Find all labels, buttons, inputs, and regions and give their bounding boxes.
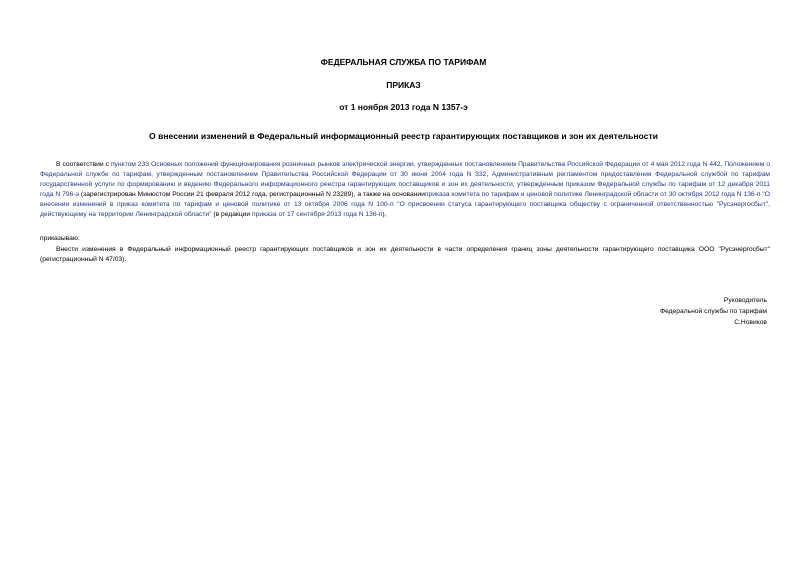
order-word: приказываю: xyxy=(40,235,80,242)
link-administrative-regulation[interactable]: Административным регламентом предоставления Федеральной службой по тарифам государственной услуги по формированию и ведению Федерального информационного реестра гарантирующих поставщиков и зон их деятельности, утвержденным приказом Федеральной службы по тарифам от 12 декабря 2011 года N 796-э xyxy=(40,171,771,199)
organization-heading: ФЕДЕРАЛЬНАЯ СЛУЖБА ПО ТАРИФАМ xyxy=(320,57,487,67)
document-subject-heading: О внесении изменений в Федеральный информационный реестр гарантирующих поставщиков и зон их деятельности xyxy=(149,131,658,141)
preamble-text-2: , xyxy=(720,161,725,168)
preamble-text-1: В соответствии с xyxy=(56,161,111,168)
preamble-text-3: , xyxy=(486,171,492,179)
preamble-text-4: (зарегистрирован Минюстом России 21 февраля 2012 года, регистрационный N 23289), а также на основании xyxy=(78,191,425,199)
link-fst-regulation[interactable]: Положением о Федеральной службе по тарифам, утвержденным постановлением Правительства Российской Федерации от 30 июня 2004 года N 332 xyxy=(40,161,771,179)
link-amendment-order[interactable]: приказа от 17 сентября 2013 года N 136-п xyxy=(252,211,383,219)
preamble-text-5: (в редакции xyxy=(211,211,253,219)
signature-name: С.Новиков xyxy=(734,319,767,326)
link-leningrad-committee-order[interactable]: приказа комитета по тарифам и ценовой политике Ленинградской области от 30 октября 2012 года N 136-п "О внесении изменений в приказ комитета по тарифам и ценовой политике от 13 октября 2006 года N 100-п "О присвоении статуса гарантирующего поставщика обществу с ограниченной ответственностью "Русэнергосбыт", действующему на территории Ленинградской области" xyxy=(40,191,771,219)
document-type-heading: ПРИКАЗ xyxy=(386,80,421,90)
signature-title: Руководитель xyxy=(723,297,767,304)
link-retail-market-provisions[interactable]: пунктом 233 Основных положений функционирования розничных рынков электрической энергии, утвержденных постановлением Правительства Российской Федерации от 4 мая 2012 года N 442 xyxy=(110,161,721,168)
preamble-text-6: ), xyxy=(382,211,387,219)
order-paragraph: Внести изменения в Федеральный информационный реестр гарантирующих поставщиков и зон их деятельности в части определения границ зоны деятельности гарантирующего поставщика ООО "Русэнергосбыт" (регистрационный N 47/03). xyxy=(40,246,770,264)
preamble-paragraph xyxy=(40,160,770,221)
signature-organization: Федеральной службы по тарифам xyxy=(660,308,767,315)
document-date-heading: от 1 ноября 2013 года N 1357-э xyxy=(339,102,468,112)
